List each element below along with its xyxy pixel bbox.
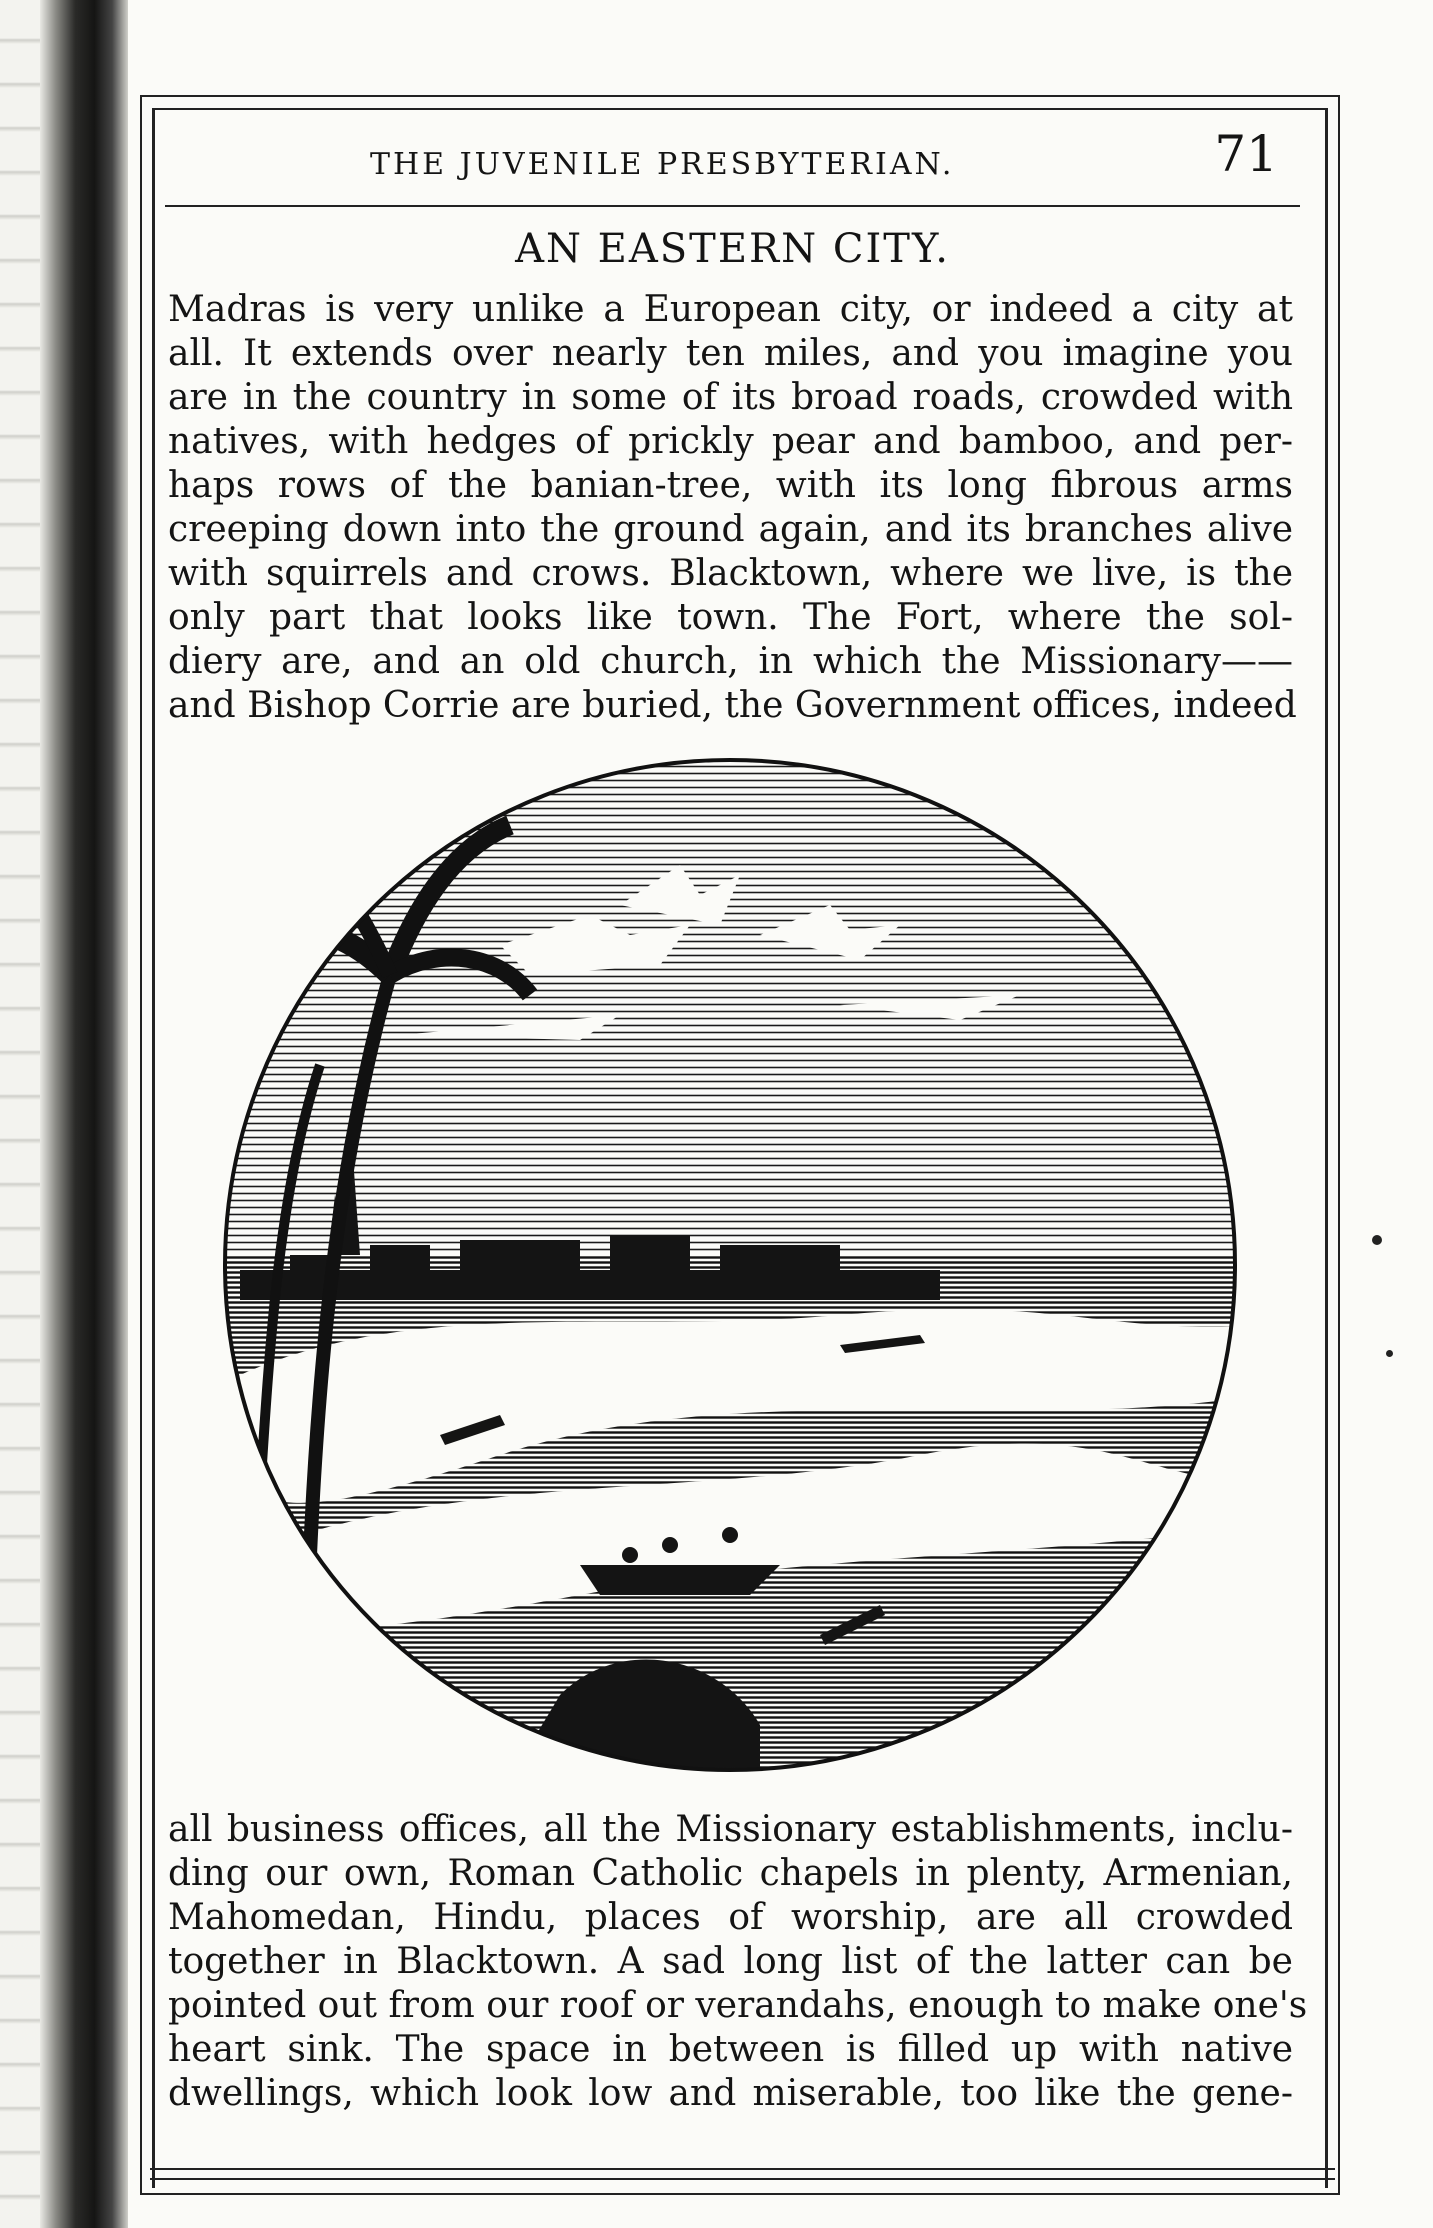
circular-engraving	[200, 735, 1260, 1795]
text-line: natives, with hedges of prickly pear and bamboo, and per-	[168, 421, 1293, 462]
text-line: all business offices, all the Missionary establishments, inclu-	[168, 1809, 1293, 1850]
article-paragraph-top	[168, 288, 1297, 728]
page-number: 71	[1214, 125, 1278, 183]
text-line: are in the country in some of its broad roads, crowded with	[168, 377, 1293, 418]
text-line: Mahomedan, Hindu, places of worship, are all crowded	[168, 1897, 1293, 1938]
footer-rule	[150, 2168, 1335, 2170]
ink-speck	[1386, 1350, 1393, 1357]
text-line: ding our own, Roman Catholic chapels in plenty, Armenian,	[168, 1853, 1293, 1894]
page-binding-edge	[0, 0, 40, 2228]
text-line: all. It extends over nearly ten miles, and you imagine you	[168, 333, 1293, 374]
text-line: only part that looks like town. The Fort, where the sol-	[168, 597, 1293, 638]
text-line: Madras is very unlike a European city, or indeed a city at	[168, 289, 1293, 330]
text-line: haps rows of the banian-tree, with its long fibrous arms	[168, 465, 1293, 506]
text-line: diery are, and an old church, in which the Missionary——	[168, 641, 1293, 682]
article-paragraph-bottom	[168, 1808, 1308, 2116]
text-line: heart sink. The space in between is filled up with native	[168, 2029, 1293, 2070]
text-line: pointed out from our roof or verandahs, enough to make one's	[168, 1985, 1308, 2026]
footer-rule	[150, 2178, 1335, 2180]
text-line: creeping down into the ground again, and its branches alive	[168, 509, 1293, 550]
text-line: and Bishop Corrie are buried, the Government offices, indeed	[168, 685, 1297, 726]
text-line: dwellings, which look low and miserable, too like the gene-	[168, 2073, 1293, 2114]
text-line: together in Blacktown. A sad long list of the latter can be	[168, 1941, 1293, 1982]
page-header	[170, 125, 1290, 195]
header-rule	[165, 205, 1300, 207]
ink-speck	[1372, 1235, 1382, 1245]
article-title: AN EASTERN CITY.	[515, 226, 950, 272]
text-line: with squirrels and crows. Blacktown, where we live, is the	[168, 553, 1293, 594]
running-head: THE JUVENILE PRESBYTERIAN.	[370, 147, 955, 182]
book-spine-shadow	[40, 0, 128, 2228]
